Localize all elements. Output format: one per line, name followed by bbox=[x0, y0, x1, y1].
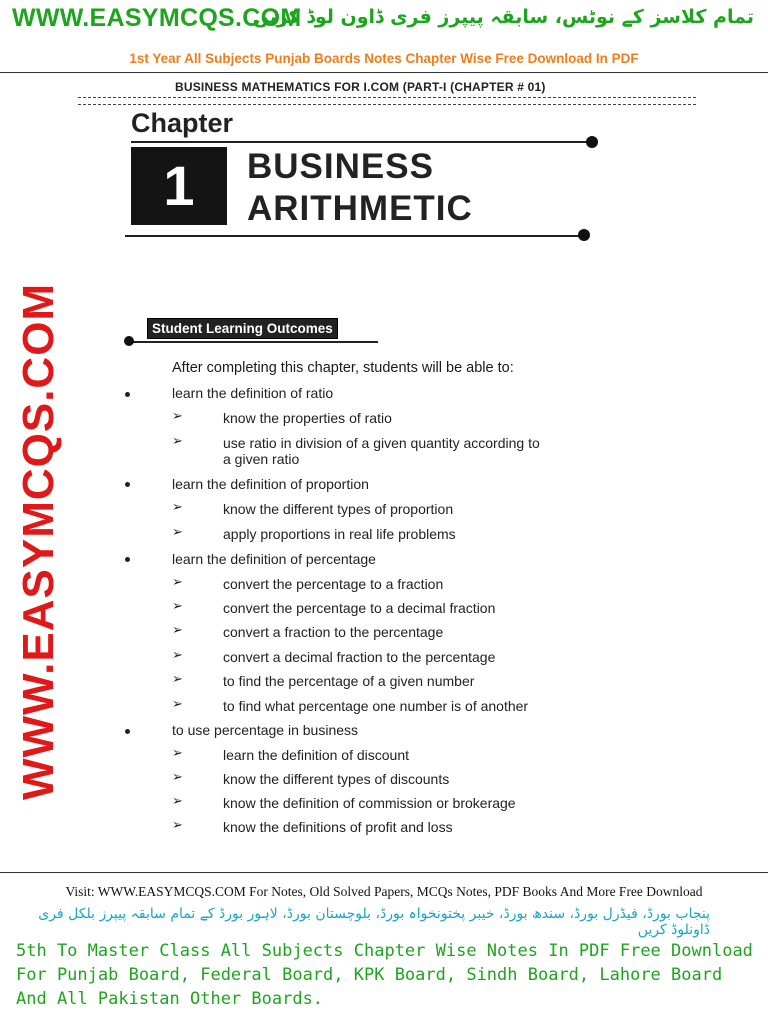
bullet-icon bbox=[125, 729, 130, 734]
running-header: BUSINESS MATHEMATICS FOR I.COM (PART-I (CHAPTER # 01) bbox=[175, 80, 546, 94]
sub-outcome-item: know the definitions of profit and loss bbox=[223, 819, 453, 835]
sub-outcome-item: convert the percentage to a decimal fraction bbox=[223, 600, 496, 616]
arrow-bullet-icon: ➢ bbox=[172, 794, 183, 809]
arrow-bullet-icon: ➢ bbox=[172, 648, 183, 663]
arrow-bullet-icon: ➢ bbox=[172, 409, 183, 424]
arrow-bullet-icon: ➢ bbox=[172, 818, 183, 833]
section-rule bbox=[128, 341, 378, 343]
chapter-title-line1: BUSINESS bbox=[247, 147, 434, 186]
site-title: WWW.EASYMCQS.COM bbox=[12, 4, 302, 32]
outcome-item: learn the definition of proportion bbox=[172, 476, 369, 492]
sub-outcome-item: learn the definition of discount bbox=[223, 747, 410, 763]
chapter-bottom-rule bbox=[125, 235, 587, 237]
chapter-label: Chapter bbox=[131, 108, 234, 138]
sub-outcome-item: convert a decimal fraction to the percentage bbox=[223, 649, 496, 665]
sub-outcome-item-continued: a given ratio bbox=[223, 451, 300, 467]
arrow-bullet-icon: ➢ bbox=[172, 599, 183, 614]
intro-text: After completing this chapter, students will be able to: bbox=[172, 360, 514, 376]
sub-outcome-item: use ratio in division of a given quantity according to bbox=[223, 435, 540, 451]
arrow-bullet-icon: ➢ bbox=[172, 525, 183, 540]
footer-visit-line: Visit: WWW.EASYMCQS.COM For Notes, Old Solved Papers, MCQs Notes, PDF Books And More Free Download bbox=[65, 884, 703, 899]
footer-promo: 5th To Master Class All Subjects Chapter Wise Notes In PDF Free Download For Punjab Board, Federal Board, KPK Board, Sindh Board, Lahore Board And All Pakistan Other Boards. bbox=[16, 941, 753, 1009]
arrow-bullet-icon: ➢ bbox=[172, 746, 183, 761]
arrow-bullet-icon: ➢ bbox=[172, 623, 183, 638]
bullet-icon bbox=[125, 482, 130, 487]
arrow-bullet-icon: ➢ bbox=[172, 770, 183, 785]
bullet-icon bbox=[125, 392, 130, 397]
chapter-number: 1 bbox=[163, 154, 195, 217]
banner-divider bbox=[0, 72, 768, 73]
sub-outcome-item: know the different types of discounts bbox=[223, 771, 450, 787]
chapter-top-rule bbox=[131, 141, 591, 143]
sub-outcome-item: know the definition of commission or brokerage bbox=[223, 795, 516, 811]
sub-outcome-item: know the properties of ratio bbox=[223, 410, 392, 426]
sub-outcome-item: apply proportions in real life problems bbox=[223, 526, 456, 542]
sub-outcome-item: to find the percentage of a given number bbox=[223, 673, 475, 689]
header-double-rule bbox=[78, 97, 696, 105]
sub-outcome-item: know the different types of proportion bbox=[223, 501, 454, 517]
footer-divider bbox=[0, 872, 768, 873]
arrow-bullet-icon: ➢ bbox=[172, 672, 183, 687]
outcome-item: to use percentage in business bbox=[172, 722, 359, 738]
section-heading: Student Learning Outcomes bbox=[147, 318, 338, 339]
chapter-title-line2: ARITHMETIC bbox=[247, 189, 473, 228]
sub-outcome-item: convert the percentage to a fraction bbox=[223, 576, 444, 592]
sub-outcome-item: to find what percentage one number is of another bbox=[223, 698, 529, 714]
sub-outcome-item: convert a fraction to the percentage bbox=[223, 624, 444, 640]
banner-subtitle: 1st Year All Subjects Punjab Boards Notes Chapter Wise Free Download In PDF bbox=[129, 51, 639, 66]
outcome-item: learn the definition of percentage bbox=[172, 551, 376, 567]
arrow-bullet-icon: ➢ bbox=[172, 500, 183, 515]
footer-urdu-line: پنجاب بورڈ، فیڈرل بورڈ، سندھ بورڈ، خیبر پختونخواہ بورڈ، بلوچستان بورڈ، لاہور بورڈ کے تمام سابقہ پیپرز بلکل فری ڈاونلوڈ کریں bbox=[38, 906, 710, 938]
side-watermark-text: WWW.EASYMCQS.COM bbox=[14, 282, 63, 800]
urdu-title: تمام کلاسز کے نوٹس، سابقہ پیپرز فری ڈاون لوڈ کریں bbox=[252, 6, 754, 28]
arrow-bullet-icon: ➢ bbox=[172, 697, 183, 712]
chapter-bottom-rule-dot bbox=[578, 229, 590, 241]
arrow-bullet-icon: ➢ bbox=[172, 575, 183, 590]
chapter-top-rule-dot bbox=[586, 136, 598, 148]
outcome-item: learn the definition of ratio bbox=[172, 385, 334, 401]
bullet-icon bbox=[125, 557, 130, 562]
section-rule-dot bbox=[124, 336, 134, 346]
arrow-bullet-icon: ➢ bbox=[172, 434, 183, 449]
